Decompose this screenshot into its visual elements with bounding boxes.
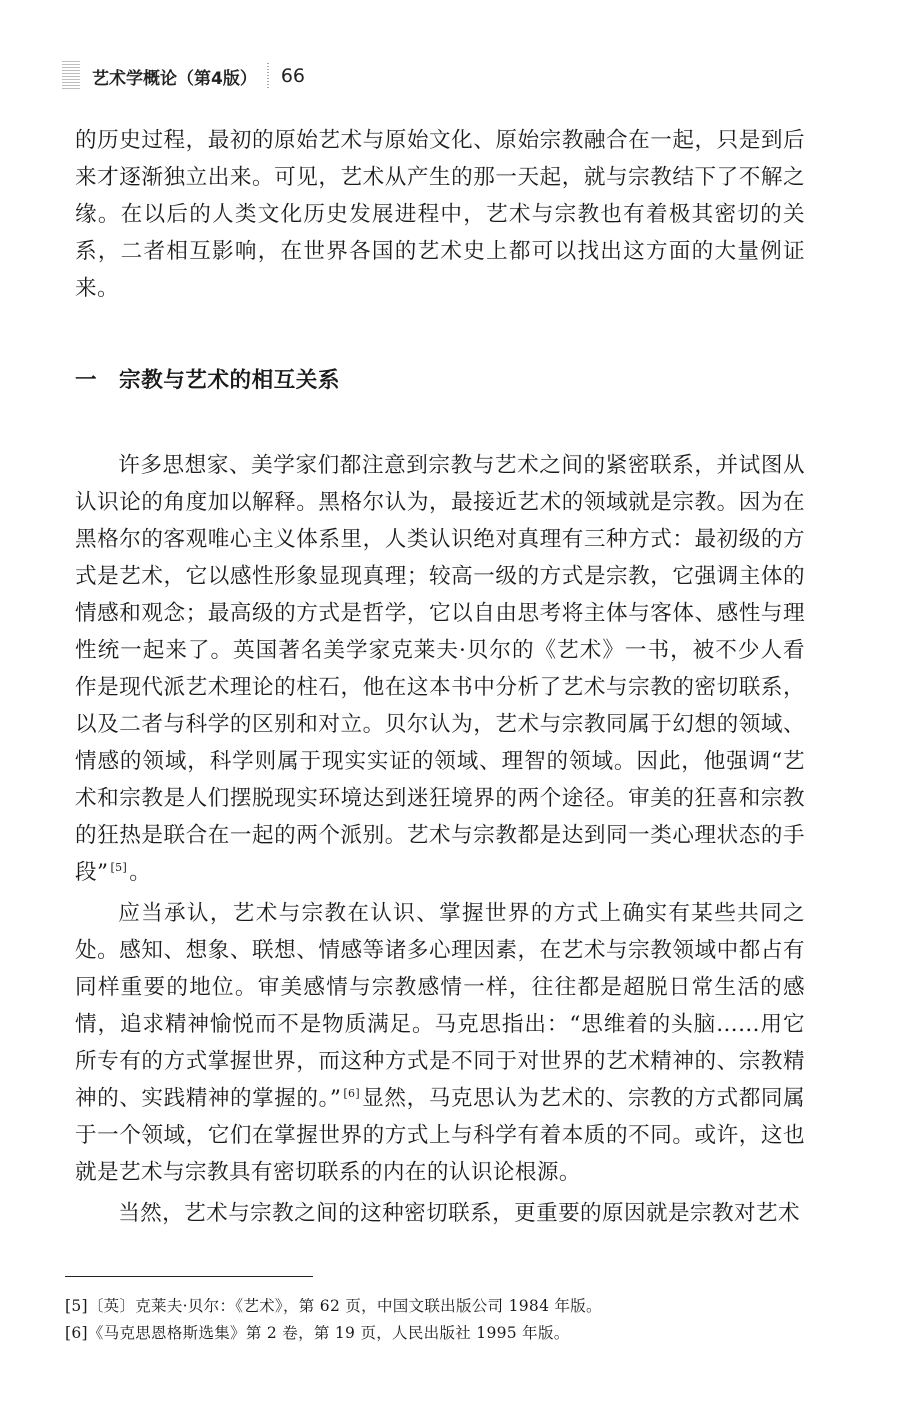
book-title: 艺术学概论（第4版） xyxy=(92,68,257,89)
running-header xyxy=(62,58,305,94)
paragraph-4: 当然，艺术与宗教之间的这种密切联系，更重要的原因就是宗教对艺术 xyxy=(118,1201,800,1226)
footnote-ref-6[interactable]: [6] xyxy=(343,1086,361,1100)
section-number: 一 xyxy=(75,368,97,393)
footnote-divider xyxy=(65,1276,313,1277)
paragraph-2-end: 。 xyxy=(129,860,152,885)
paragraph-3-end: 显然，马克思认为艺术的、宗教的方式都同属于一个领域，它们在掌握世界的方式上与科学有着本质的不同。或许，这也就是艺术与宗教具有密切联系的内在的认识论根源。 xyxy=(75,1086,805,1185)
paragraph-1: 的历史过程，最初的原始艺术与原始文化、原始宗教融合在一起，只是到后来才逐渐独立出来。可见，艺术从产生的那一天起，就与宗教结下了不解之缘。在以后的人类文化历史发展进程中，艺术与宗教也有着极其密切的关系，二者相互影响，在世界各国的艺术史上都可以找出这方面的大量例证来。 xyxy=(75,128,805,301)
page-number: 66 xyxy=(280,65,306,87)
paragraph-3-text: 应当承认，艺术与宗教在认识、掌握世界的方式上确实有某些共同之处。感知、想象、联想、情感等诸多心理因素，在艺术与宗教领域中都占有同样重要的地位。审美感情与宗教感情一样，往往都是超脱日常生活的感情，追求精神愉悦而不是物质满足。马克思指出：“思维着的头脑……用它所专有的方式掌握世界，而这种方式是不同于对世界的艺术精神的、宗教精神的、实践精神的掌握的。” xyxy=(75,901,805,1111)
main-text xyxy=(75,122,805,1232)
footnote-6: [6]《马克思恩格斯选集》第 2 卷，第 19 页，人民出版社 1995 年版。 xyxy=(65,1324,570,1342)
header-divider xyxy=(267,63,269,89)
header-decoration xyxy=(62,61,80,91)
paragraph-2 xyxy=(75,447,805,891)
footnote-5: [5]〔英〕克莱夫·贝尔：《艺术》，第 62 页，中国文联出版公司 1984 年版。 xyxy=(65,1297,602,1315)
footnote-ref-5[interactable]: [5] xyxy=(110,860,128,874)
section-heading xyxy=(75,361,805,401)
section-title: 宗教与艺术的相互关系 xyxy=(119,368,340,393)
paragraph-2-text: 许多思想家、美学家们都注意到宗教与艺术之间的紧密联系，并试图从认识论的角度加以解释。黑格尔认为，最接近艺术的领域就是宗教。因为在黑格尔的客观唯心主义体系里，人类认识绝对真理有三种方式：最初级的方式是艺术，它以感性形象显现真理；较高一级的方式是宗教，它强调主体的情感和观念；最高级的方式是哲学，它以自由思考将主体与客体、感性与理性统一起来了。英国著名美学家克莱夫·贝尔的《艺术》一书，被不少人看作是现代派艺术理论的柱石，他在这本书中分析了艺术与宗教的密切联系，以及二者与科学的区别和对立。贝尔认为，艺术与宗教同属于幻想的领域、情感的领域，科学则属于现实实证的领域、理智的领域。因此，他强调“艺术和宗教是人们摆脱现实环境达到迷狂境界的两个途径。审美的狂喜和宗教的狂热是联合在一起的两个派别。艺术与宗教都是达到同一类心理状态的手段” xyxy=(75,453,805,885)
paragraph-3 xyxy=(75,895,805,1191)
footnotes xyxy=(65,1293,825,1347)
